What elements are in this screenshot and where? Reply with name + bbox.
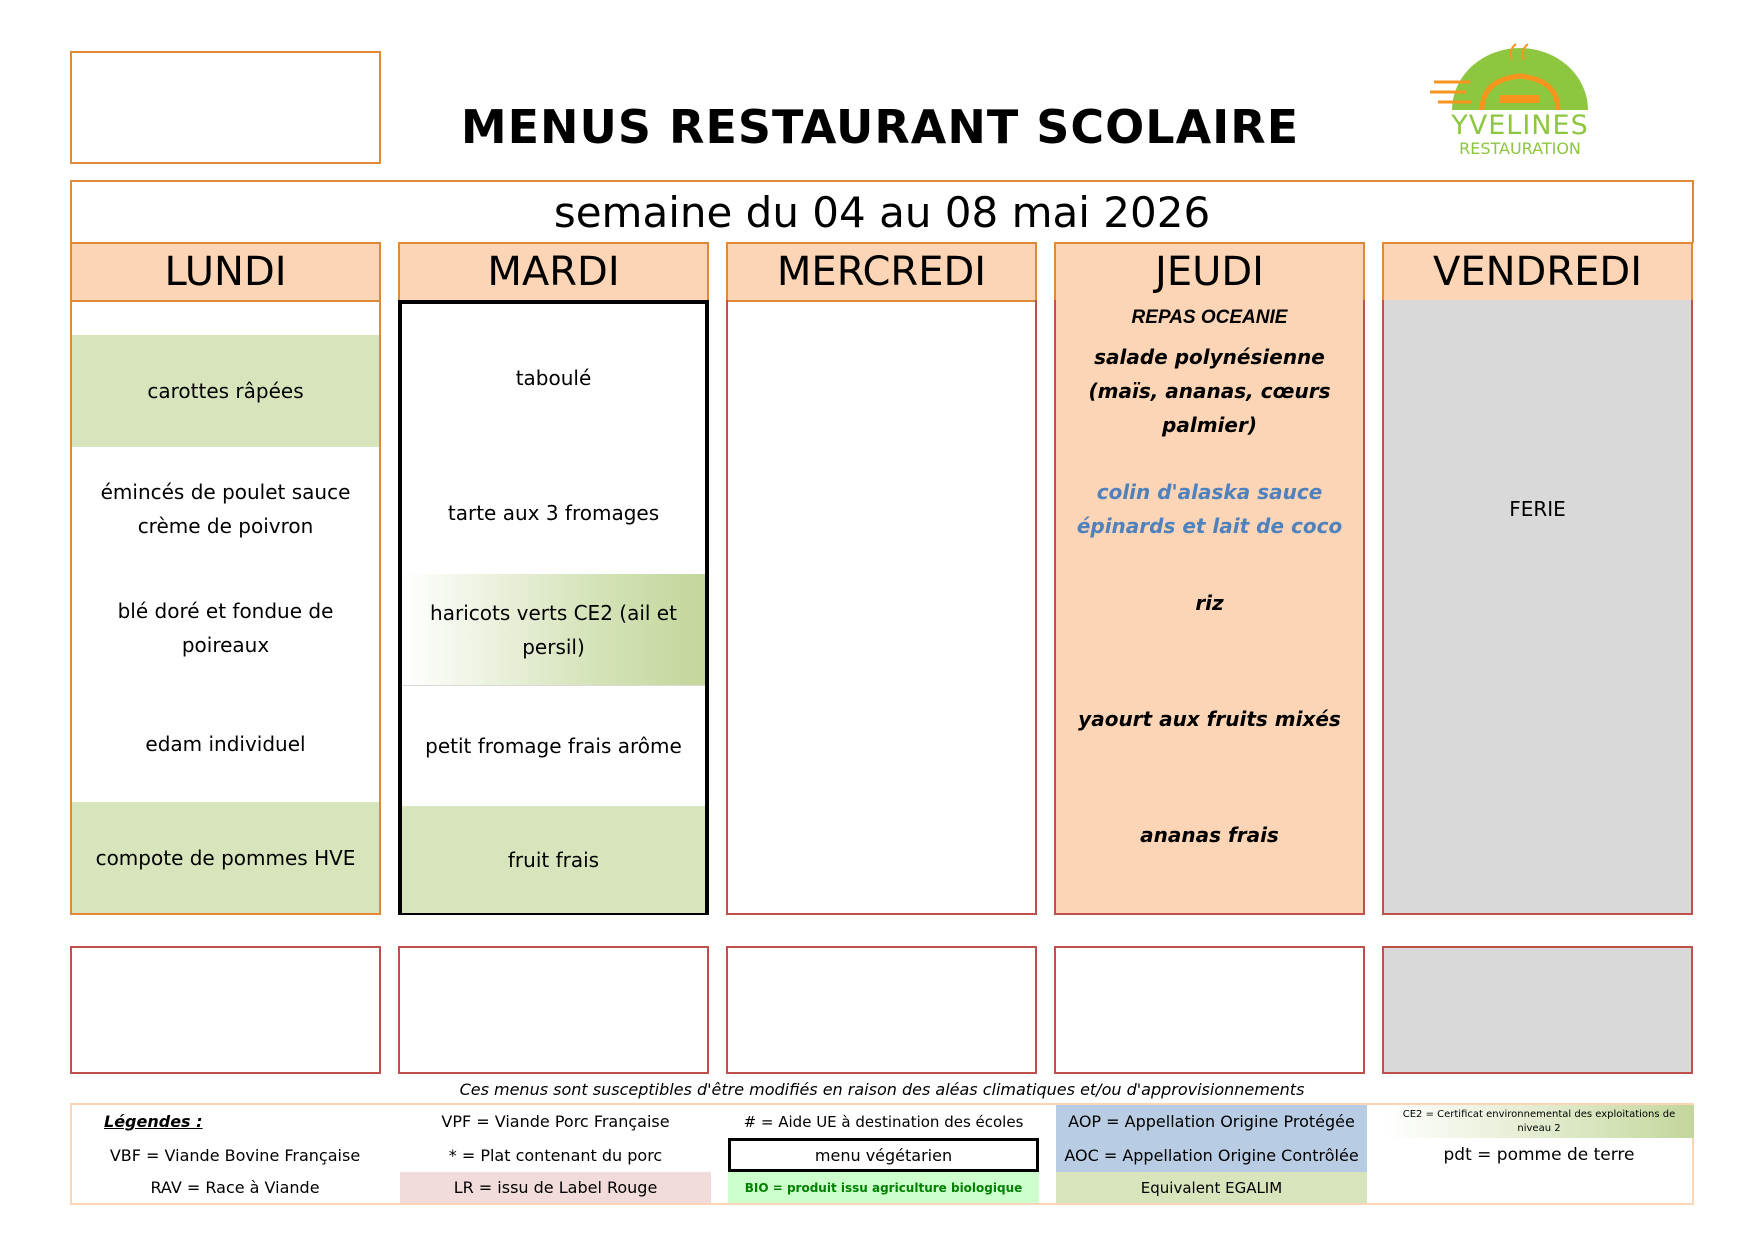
menu-item: taboulé: [515, 365, 592, 390]
legend-title: Légendes :: [104, 1112, 203, 1131]
extra-box-vendredi: [1382, 946, 1693, 1074]
menu-item: salade polynésienne (maïs, ananas, cœurs palmier): [1088, 345, 1331, 437]
menu-item: haricots verts CE2 (ail et persil): [402, 574, 705, 685]
day-header-mercredi: MERCREDI: [726, 242, 1037, 302]
menu-item: [72, 300, 379, 335]
legend: [70, 1103, 1694, 1205]
menu-item: riz: [1195, 591, 1224, 615]
day-header-vendredi: VENDREDI: [1382, 242, 1693, 302]
menu-item: émincés de poulet sauce crème de poivron: [100, 479, 351, 538]
menu-item: blé doré et fondue de poireaux: [117, 599, 334, 657]
legend-egalim: Equivalent EGALIM: [1056, 1172, 1367, 1203]
menu-item: yaourt aux fruits mixés: [1078, 707, 1341, 731]
logo-line1: YVELINES: [1451, 109, 1589, 141]
holiday-label: FERIE: [1509, 496, 1566, 521]
menu-item: carottes râpées: [72, 335, 379, 447]
legend-vegetarian: menu végétarien: [728, 1138, 1039, 1172]
extra-box-mercredi: [726, 946, 1037, 1074]
legend-aoc: AOC = Appellation Origine Contrôlée: [1056, 1138, 1367, 1172]
day-header-lundi: LUNDI: [70, 242, 381, 302]
extra-box-lundi: [70, 946, 381, 1074]
legend-vpf: VPF = Viande Porc Française: [441, 1112, 670, 1131]
day-header-jeudi: JEUDI: [1054, 242, 1365, 302]
menu-theme: REPAS OCEANIE: [1131, 306, 1288, 328]
top-left-box: [70, 51, 381, 164]
legend-label-rouge: LR = issu de Label Rouge: [400, 1172, 711, 1203]
day-header-mardi: MARDI: [398, 242, 709, 302]
disclaimer-note: Ces menus sont susceptibles d'être modifiés en raison des aléas climatiques et/ou d'approvisionnements: [459, 1079, 1305, 1099]
legend-vbf: VBF = Viande Bovine Française: [109, 1145, 361, 1165]
menu-column-jeudi: [1054, 300, 1365, 915]
week-label: semaine du 04 au 08 mai 2026: [70, 180, 1694, 243]
menu-column-lundi: [70, 300, 381, 915]
menu-column-vendredi: [1382, 300, 1693, 915]
menu-column-mardi: [398, 300, 709, 915]
menu-item: fruit frais: [402, 806, 705, 913]
legend-aide-ue: # = Aide UE à destination des écoles: [743, 1112, 1024, 1131]
menu-item: edam individuel: [145, 732, 306, 756]
legend-rav: RAV = Race à Viande: [150, 1178, 320, 1197]
menu-item: colin d'alaska sauce épinards et lait de coco: [1076, 479, 1343, 538]
menu-item: petit fromage frais arôme: [402, 685, 705, 806]
logo-line2: RESTAURATION: [1459, 138, 1581, 158]
logo-icon: [1430, 40, 1610, 120]
legend-pdt: pdt = pomme de terre: [1443, 1145, 1635, 1165]
extra-box-jeudi: [1054, 946, 1365, 1074]
menu-item: compote de pommes HVE: [72, 802, 379, 913]
legend-porc: * = Plat contenant du porc: [448, 1145, 663, 1165]
menu-item: ananas frais: [1140, 823, 1279, 847]
legend-bio: BIO = produit issu agriculture biologique: [728, 1172, 1039, 1203]
page-title: MENUS RESTAURANT SCOLAIRE: [460, 100, 1300, 154]
legend-ce2: CE2 = Certificat environnemental des exploitations de niveau 2: [1384, 1105, 1694, 1138]
menu-item: tarte aux 3 fromages: [447, 500, 660, 525]
logo: [1430, 40, 1610, 160]
legend-aop: AOP = Appellation Origine Protégée: [1056, 1105, 1367, 1138]
extra-box-mardi: [398, 946, 709, 1074]
menu-column-mercredi: [726, 300, 1037, 915]
